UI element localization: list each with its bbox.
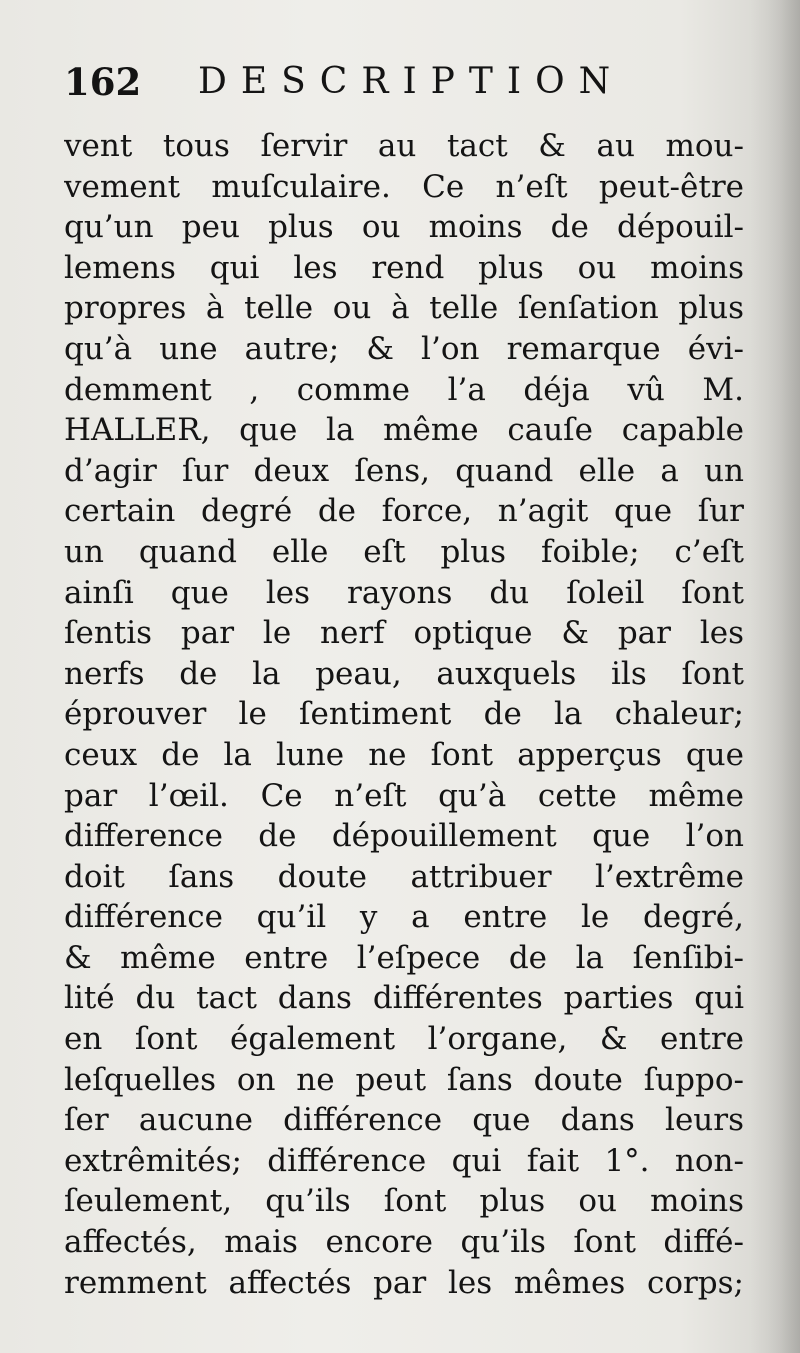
text-line: vent tous ſervir au tact & au mou- xyxy=(64,128,744,164)
text-line: certain degré de force, n’agit que ſur xyxy=(64,493,744,530)
text-line: d’agir ſur deux ſens, quand elle a un xyxy=(64,452,744,489)
text-line: en ſont également l’organe, & entre xyxy=(64,1021,744,1058)
text-line: éprouver le ſentiment de la chaleur; xyxy=(64,696,744,733)
text-line: difference de dépouillement que l’on xyxy=(64,818,744,855)
text-line: ainſi que les rayons du ſoleil ſont xyxy=(64,574,744,611)
text-line: lité du tact dans différentes parties qui xyxy=(64,980,744,1017)
text-line: qu’un peu plus ou moins de dépouil- xyxy=(64,209,744,246)
text-line: qu’à une autre; & l’on remarque évi- xyxy=(64,330,744,367)
text-line: doit ſans doute attribuer l’extrême xyxy=(64,858,744,895)
text-line: leſquelles on ne peut ſans doute ſuppo- xyxy=(64,1061,744,1098)
body-text xyxy=(64,126,744,1303)
page-header xyxy=(64,52,754,112)
text-line: ceux de la lune ne ſont apperçus que xyxy=(64,736,744,773)
text-line: ſeulement, qu’ils ſont plus ou moins xyxy=(64,1183,744,1220)
running-head: DESCRIPTION xyxy=(198,61,625,102)
text-line: demment , comme l’a déja vû M. xyxy=(64,371,744,408)
text-line: nerfs de la peau, auxquels ils ſont xyxy=(64,655,744,692)
text-line: HALLER, que la même cauſe capable xyxy=(64,412,744,449)
text-line: propres à telle ou à telle ſenſation plus xyxy=(64,290,744,327)
text-line: & même entre l’eſpece de la ſenſibi- xyxy=(64,939,744,976)
text-line: différence qu’il y a entre le degré, xyxy=(64,899,744,936)
page-number: 162 xyxy=(64,60,142,104)
text-line: lemens qui les rend plus ou moins xyxy=(64,249,744,286)
page-edge-shadow xyxy=(750,0,800,1353)
text-line: par l’œil. Ce n’eſt qu’à cette même xyxy=(64,777,744,814)
text-line: un quand elle eſt plus foible; c’eſt xyxy=(64,533,744,570)
text-line: affectés, mais encore qu’ils ſont diffé- xyxy=(64,1224,744,1261)
text-line: extrêmités; différence qui fait 1°. non- xyxy=(64,1142,744,1179)
text-line: ſentis par le nerf optique & par les xyxy=(64,615,744,652)
text-line: vement muſculaire. Ce n’eſt peut-être xyxy=(64,168,744,205)
text-line: ſer aucune différence que dans leurs xyxy=(64,1102,744,1139)
text-line: remment affectés par les mêmes corps; xyxy=(64,1264,744,1301)
